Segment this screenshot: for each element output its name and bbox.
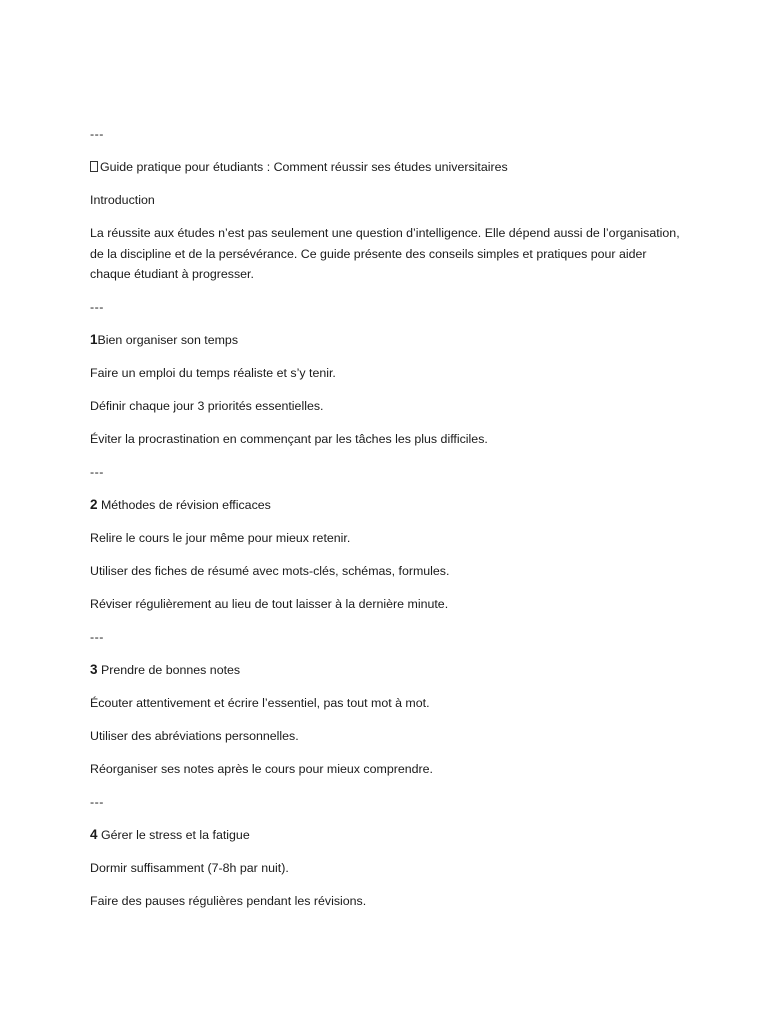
section-heading	[90, 330, 690, 351]
section-heading	[90, 825, 690, 846]
list-item: Éviter la procrastination en commençant par les tâches les plus difficiles.	[90, 432, 488, 446]
section-heading-text: Prendre de bonnes notes	[97, 663, 241, 677]
section-number: 1	[90, 332, 98, 347]
list-item: Utiliser des fiches de résumé avec mots-clés, schémas, formules.	[90, 564, 450, 578]
list-item: Définir chaque jour 3 priorités essentielles.	[90, 399, 324, 413]
document-body	[90, 124, 690, 924]
section-number: 2	[90, 497, 98, 512]
separator: ---	[90, 465, 104, 479]
list-item: Écouter attentivement et écrire l’essentiel, pas tout mot à mot.	[90, 696, 430, 710]
separator: ---	[90, 630, 104, 644]
section-number: 4	[90, 827, 98, 842]
separator: ---	[90, 795, 104, 809]
list-item: Utiliser des abréviations personnelles.	[90, 729, 299, 743]
intro-heading: Introduction	[90, 193, 155, 207]
list-item: Relire le cours le jour même pour mieux retenir.	[90, 531, 351, 545]
separator: ---	[90, 127, 104, 141]
section-heading-text: Bien organiser son temps	[97, 333, 239, 347]
section-heading	[90, 495, 690, 516]
list-item: Faire un emploi du temps réaliste et s’y tenir.	[90, 366, 336, 380]
document-title-text: Guide pratique pour étudiants : Comment réussir ses études universitaires	[100, 160, 508, 174]
list-item: Dormir suffisamment (7-8h par nuit).	[90, 861, 289, 875]
section-heading	[90, 660, 690, 681]
missing-glyph-icon	[90, 161, 98, 172]
list-item: Faire des pauses régulières pendant les révisions.	[90, 894, 367, 908]
document-title	[90, 157, 690, 178]
section-heading-text: Gérer le stress et la fatigue	[97, 828, 250, 842]
intro-paragraph: La réussite aux études n’est pas seulement une question d’intelligence. Elle dépend aussi de l’organisation, de la discipline et de la persévérance. Ce guide présente des conseils simples et pratiques pour aider chaque étudiant à progresser.	[90, 226, 680, 281]
section-heading-text: Méthodes de révision efficaces	[97, 498, 271, 512]
list-item: Réviser régulièrement au lieu de tout laisser à la dernière minute.	[90, 597, 449, 611]
separator: ---	[90, 300, 104, 314]
list-item: Réorganiser ses notes après le cours pour mieux comprendre.	[90, 762, 433, 776]
section-number: 3	[90, 662, 98, 677]
